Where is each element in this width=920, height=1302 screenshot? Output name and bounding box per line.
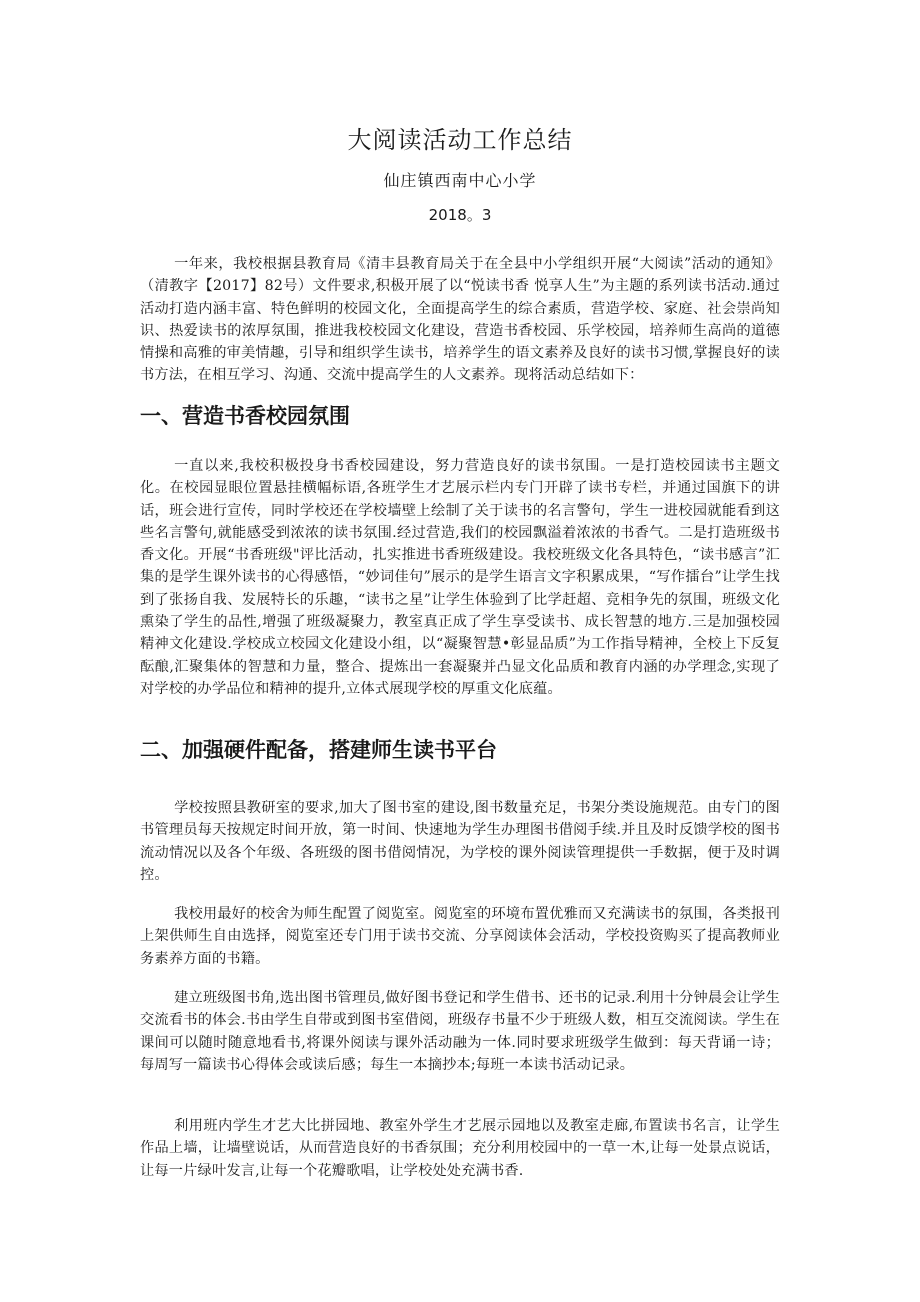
document-date: 2018。3 xyxy=(428,206,492,224)
section-heading-2: 二、加强硬件配备，搭建师生读书平台 xyxy=(140,738,497,762)
section-heading-1: 一、营造书香校园氛围 xyxy=(140,404,350,428)
intro-paragraph: 一年来，我校根据县教育局《清丰县教育局关于在全县中小学组织开展“大阅读”活动的通知》（清教字【2017】82号）文件要求,积极开展了以“悦读书香 悦享人生”为主题的系列读书活动.通过活动打造内涵丰富、特色鲜明的校园文化，全面提高学生的综合素质，营造学校、家庭、社会崇尚知识、热爱读书的浓厚氛围，推进我校校园文化建设，营造书香校园、乐学校园，培养师生高尚的道德情操和高雅的审美情趣，引导和组织学生读书，培养学生的语文素养及良好的读书习惯,掌握良好的读书方法，在相互学习、沟通、交流中提高学生的人文素养。现将活动总结如下： xyxy=(140,256,780,384)
section-2-paragraph-2: 我校用最好的校舍为师生配置了阅览室。阅览室的环境布置优雅而又充满读书的氛围，各类报刊上架供师生自由选择，阅览室还专门用于读书交流、分享阅读体会活动，学校投资购买了提高教师业务素养方面的书籍。 xyxy=(140,906,780,967)
section-1-paragraph-1: 一直以来,我校积极投身书香校园建设，努力营造良好的读书氛围。一是打造校园读书主题文化。在校园显眼位置悬挂横幅标语,各班学生才艺展示栏内专门开辟了读书专栏，并通过国旗下的讲话，班会进行宣传，同时学校还在学校墙壁上绘制了关于读书的名言警句，学生一进校园就能看到这些名言警句,就能感受到浓浓的读书氛围.经过营造,我们的校园飘溢着浓浓的书香气。二是打造班级书香文化。开展“书香班级"评比活动，扎实推进书香班级建设。我校班级文化各具特色，“读书感言”汇集的是学生课外读书的心得感悟，“妙词佳句”展示的是学生语言文字积累成果，“写作擂台”让学生找到了张扬自我、发展特长的乐趣，“读书之星”让学生体验到了比学赶超、竞相争先的氛围，班级文化熏染了学生的品性,增强了班级凝聚力，教室真正成了学生享受读书、成长智慧的地方.三是加强校园精神文化建设.学校成立校园文化建设小组，以“凝聚智慧•彰显品质”为工作指导精神，全校上下反复酝酿,汇聚集体的智慧和力量，整合、提炼出一套凝聚并凸显文化品质和教育内涵的办学理念,实现了对学校的办学品位和精神的提升,立体式展现学校的厚重文化底蕴。 xyxy=(140,458,780,697)
section-2-paragraph-1: 学校按照县教研室的要求,加大了图书室的建设,图书数量充足，书架分类设施规范。由专门的图书管理员每天按规定时间开放，第一时间、快速地为学生办理图书借阅手续.并且及时反馈学校的图书流动情况以及各个年级、各班级的图书借阅情况，为学校的课外阅读管理提供一手数据，便于及时调控。 xyxy=(140,800,780,883)
school-name: 仙庄镇西南中心小学 xyxy=(383,171,537,190)
section-2-paragraph-4: 利用班内学生才艺大比拼园地、教室外学生才艺展示园地以及教室走廊,布置读书名言，让学生作品上墙，让墙壁说话，从而营造良好的书香氛围；充分利用校园中的一草一木,让每一处景点说话，让每一片绿叶发言,让每一个花瓣歌唱，让学校处处充满书香. xyxy=(140,1118,780,1179)
document-title: 大阅读活动工作总结 xyxy=(347,126,573,154)
section-2-paragraph-3: 建立班级图书角,选出图书管理员,做好图书登记和学生借书、还书的记录.利用十分钟晨会让学生交流看书的体会.书由学生自带或到图书室借阅，班级存书量不少于班级人数，相互交流阅读。学生在课间可以随时随意地看书,将课外阅读与课外活动融为一体.同时要求班级学生做到：每天背诵一诗；每周写一篇读书心得体会或读后感；每生一本摘抄本;每班一本读书活动记录。 xyxy=(140,990,780,1073)
